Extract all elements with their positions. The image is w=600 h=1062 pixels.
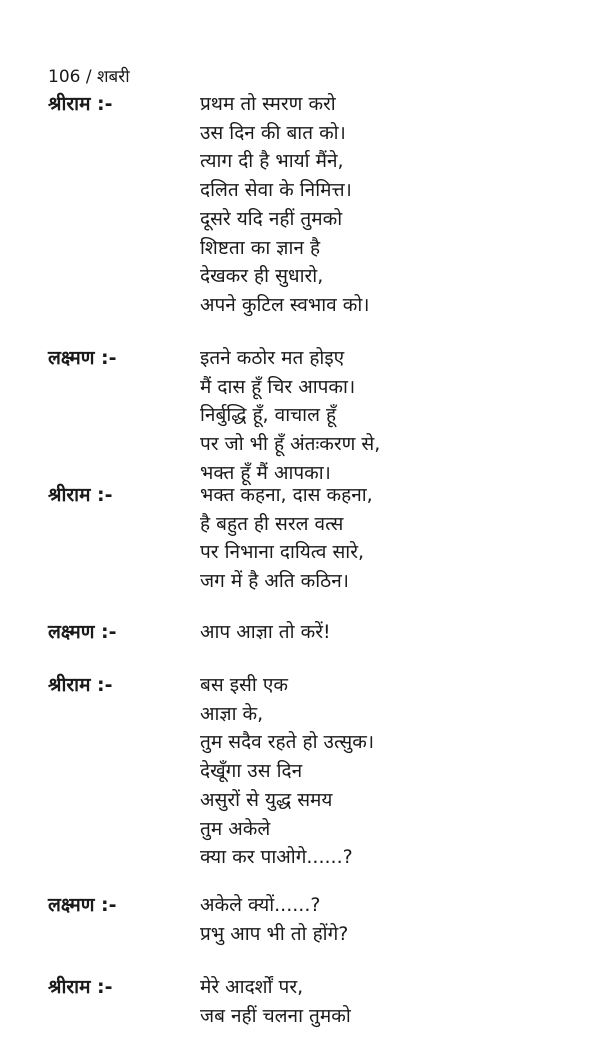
verse-line: प्रभु आप भी तो होंगे?	[200, 922, 349, 945]
verse-line: अकेले क्यों......?	[200, 894, 321, 916]
verse-line: मैं दास हूँ चिर आपका।	[200, 375, 356, 398]
verse-line: अपने कुटिल स्वभाव को।	[200, 293, 370, 316]
speaker-name: श्रीराम :-	[48, 976, 113, 998]
speaker-name: लक्ष्मण :-	[48, 347, 117, 369]
verse-lines	[200, 618, 331, 647]
verse-line: असुरों से युद्ध समय	[200, 788, 333, 811]
verse-line: देखकर ही सुधारो,	[200, 265, 324, 288]
verse-line: आप आज्ञा तो करें!	[200, 621, 331, 643]
verse-line: मेरे आदर्शों पर,	[200, 976, 304, 998]
verse-lines	[200, 90, 369, 320]
speaker-name: श्रीराम :-	[48, 674, 113, 696]
verse-line: आज्ञा के,	[200, 702, 264, 725]
verse-line: क्या कर पाओगे......?	[200, 846, 353, 869]
verse-line: निर्बुद्धि हूँ, वाचाल हूँ	[200, 404, 337, 427]
header-separator: /	[85, 67, 92, 87]
speaker-name: श्रीराम :-	[48, 484, 113, 506]
verse-line: देखूँगा उस दिन	[200, 760, 303, 783]
verse-line: तुम सदैव रहते हो उत्सुक।	[200, 731, 375, 754]
page-number: 106	[48, 67, 81, 87]
verse-line: प्रथम तो स्मरण करो	[200, 93, 336, 115]
verse-line: त्याग दी है भार्या मैंने,	[200, 150, 344, 173]
verse-line: पर जो भी हूँ अंतःकरण से,	[200, 433, 381, 456]
verse-lines	[200, 671, 374, 872]
verse-line: उस दिन की बात को।	[200, 121, 346, 144]
verse-line: जब नहीं चलना तुमको	[200, 1004, 351, 1027]
verse-line: शिष्टता का ज्ञान है	[200, 236, 321, 259]
verse-line: इतने कठोर मत होइए	[200, 347, 345, 369]
speaker-name: श्रीराम :-	[48, 93, 113, 115]
verse-lines	[200, 344, 380, 488]
verse-line: बस इसी एक	[200, 674, 288, 696]
verse-lines	[200, 891, 348, 948]
verse-line: दलित सेवा के निमित्त।	[200, 179, 352, 202]
verse-line: भक्त कहना, दास कहना,	[200, 484, 373, 506]
verse-line: है बहुत ही सरल वत्स	[200, 512, 344, 535]
verse-line: तुम अकेले	[200, 817, 271, 840]
verse-lines	[200, 973, 351, 1030]
verse-line: पर निभाना दायित्व सारे,	[200, 541, 365, 564]
verse-line: जग में है अति कठिन।	[200, 570, 349, 593]
speaker-name: लक्ष्मण :-	[48, 621, 117, 643]
verse-line: दूसरे यदि नहीं तुमको	[200, 207, 343, 230]
book-title: शबरी	[97, 67, 130, 87]
verse-line: भक्त हूँ मैं आपका।	[200, 461, 331, 484]
running-header	[48, 64, 130, 87]
speaker-name: लक्ष्मण :-	[48, 894, 117, 916]
verse-lines	[200, 481, 373, 596]
